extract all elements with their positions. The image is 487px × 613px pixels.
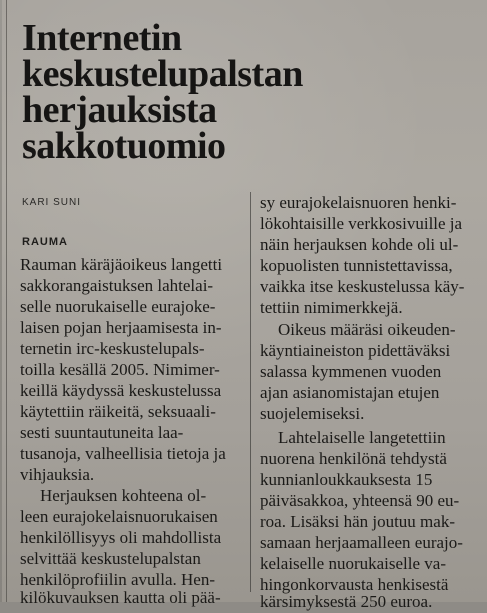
left-column-line: sesti suuntautuneita laa- <box>20 423 184 442</box>
left-column-line: Herjauksen kohteena ol- <box>40 486 207 505</box>
right-column-line: salassa kymmenen vuoden <box>260 362 442 381</box>
left-column-line: tusanoja, valheellisia tietoja ja <box>20 444 226 463</box>
left-column-line: keillä käydyssä keskustelussa <box>20 381 222 400</box>
right-column-line: lökohtaisille verkkosivuille ja <box>260 214 463 233</box>
left-column-line: ternetin irc-keskustelupals- <box>20 339 205 358</box>
left-column-line: toilla kesällä 2005. Nimimer- <box>20 360 220 379</box>
headline-line-1: Internetin <box>22 17 182 59</box>
right-column-line: kunnianloukkauksesta 15 <box>260 470 433 489</box>
right-column-line: Oikeus määräsi oikeuden- <box>278 320 456 339</box>
headline-line-3: herjauksista <box>22 89 217 131</box>
right-column-line: samaan herjaamalleen eurajo- <box>260 533 463 552</box>
left-column-line: vihjauksia. <box>20 465 95 484</box>
right-column-line: suojelemiseksi. <box>260 404 365 423</box>
right-column-line: tettiin nimimerkkejä. <box>260 298 403 317</box>
left-column-line: laisen pojan herjaamisesta in- <box>20 318 222 337</box>
right-column-line: Lahtelaiselle langetettiin <box>278 428 446 447</box>
page-edge-line <box>6 0 7 602</box>
right-column-line: vaikka itse keskustelussa käy- <box>260 277 465 296</box>
headline-line-4: sakkotuomio <box>22 125 226 167</box>
left-column-line: sakkorangaistuksen lahtelai- <box>20 276 214 295</box>
left-column-line: henkilöllisyys oli mahdollista <box>20 528 222 547</box>
column-divider <box>250 192 251 592</box>
right-column-line: kärsimyksestä 250 euroa. <box>260 592 433 611</box>
newspaper-page <box>2 0 487 611</box>
right-column-line: sy eurajokelaisnuoren henki- <box>260 193 457 212</box>
article-headline <box>22 17 303 167</box>
right-column-line: ajan asianomistajan etujen <box>260 383 440 402</box>
right-column-line: päiväsakkoa, yhteensä 90 eu- <box>260 491 460 510</box>
right-column-line: hingonkorvausta henkisestä <box>260 575 449 594</box>
left-column-line: käytettiin räikeitä, seksuaali- <box>20 402 216 421</box>
right-column-line: roa. Lisäksi hän joutuu mak- <box>260 512 455 531</box>
dateline: RAUMA <box>22 236 68 248</box>
byline: KARI SUNI <box>22 197 82 208</box>
left-column-line: leen eurajokelaisnuorukaisen <box>20 507 218 526</box>
left-column-line: henkilöprofiilin avulla. Hen- <box>20 570 215 589</box>
right-column-line: näin herjauksen kohde oli ul- <box>260 235 459 254</box>
headline-line-2: keskustelupalstan <box>22 53 303 95</box>
left-column-line: kilökuvauksen kautta oli pää- <box>20 588 221 607</box>
right-column-line: kelaiselle nuorukaiselle va- <box>260 554 446 573</box>
right-column-line: käyntiaineiston pidettäväksi <box>260 341 451 360</box>
left-column-line: selvittää keskustelupalstan <box>20 549 201 568</box>
right-column-line: nuorena henkilönä tehdystä <box>260 449 447 468</box>
left-column-line: Rauman käräjäoikeus langetti <box>20 255 223 274</box>
left-column-line: selle nuorukaiselle eurajoke- <box>20 297 216 316</box>
right-column-line: kopuolisten tunnistettavissa, <box>260 256 453 275</box>
